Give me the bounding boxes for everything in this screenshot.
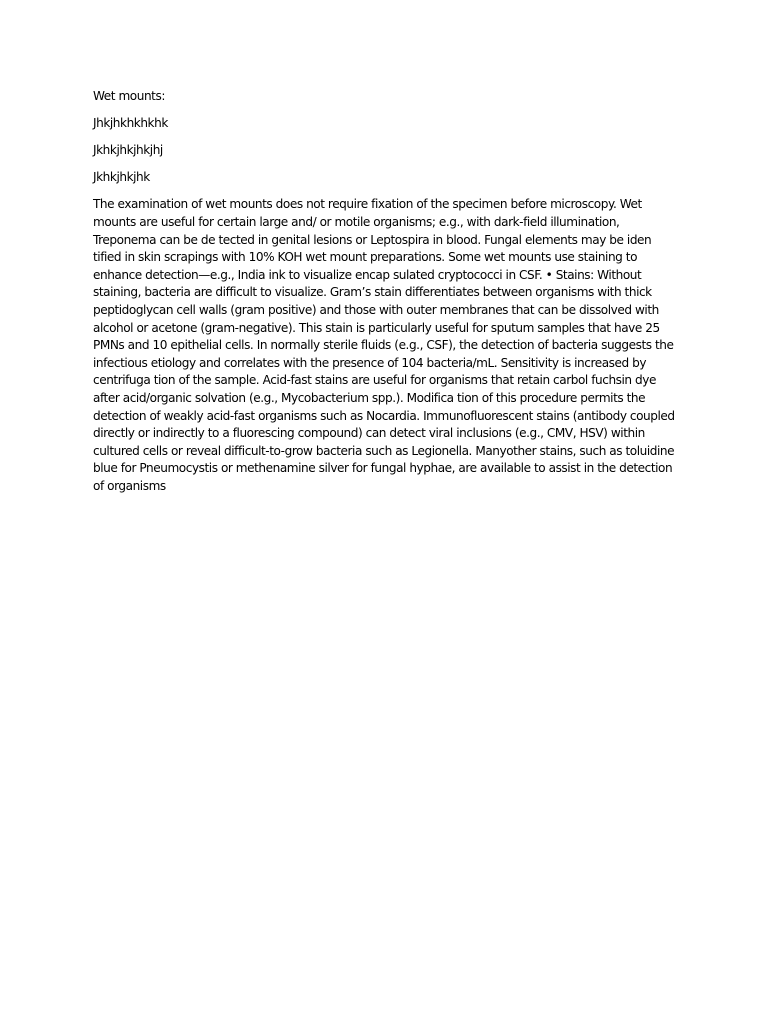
text-line-2: Jkhkjhkjhkjhj <box>93 143 163 158</box>
document-body <box>93 88 675 505</box>
section-heading: Wet mounts: <box>93 89 165 103</box>
text-line-1: Jhkjhkhkhkhk <box>93 116 168 131</box>
body-paragraph: The examination of wet mounts does not require fixation of the specimen before microscopy. Wet mounts are useful for certain large and/ or motile organisms; e.g., with dark-field illumination, Treponema can be de tected in genital lesions or Leptospira in blood. Fungal elements may be iden tified in skin scrapings with 10% KOH wet mount preparations. Some wet mounts use staining to enhance detection—e.g., India ink to visualize encap sulated cryptococci in CSF. • Stains: Without staining, bacteria are difficult to visualize. Gram’s stain differentiates between organisms with thick peptidoglycan cell walls (gram positive) and those with outer membranes that can be dissolved with alcohol or acetone (gram-negative). This stain is particularly useful for sputum samples that have 25 PMNs and 10 epithelial cells. In normally sterile fluids (e.g., CSF), the detection of bacteria suggests the infectious etiology and correlates with the presence of 104 bacteria/mL. Sensitivity is increased by centrifuga tion of the sample. Acid-fast stains are useful for organisms that retain carbol fuchsin dye after acid/organic solvation (e.g., Mycobacterium spp.). Modifica tion of this procedure permits the detection of weakly acid-fast organisms such as Nocardia. Immunofluorescent stains (antibody coupled directly or indirectly to a fluorescing compound) can detect viral inclusions (e.g., CMV, HSV) within cultured cells or reveal difficult-to-grow bacteria such as Legionella. Manyother stains, such as toluidine blue for Pneumocystis or methenamine silver for fungal hyphae, are available to assist in the detection of organisms <box>93 197 675 493</box>
text-line-3: Jkhkjhkjhk <box>93 170 150 185</box>
